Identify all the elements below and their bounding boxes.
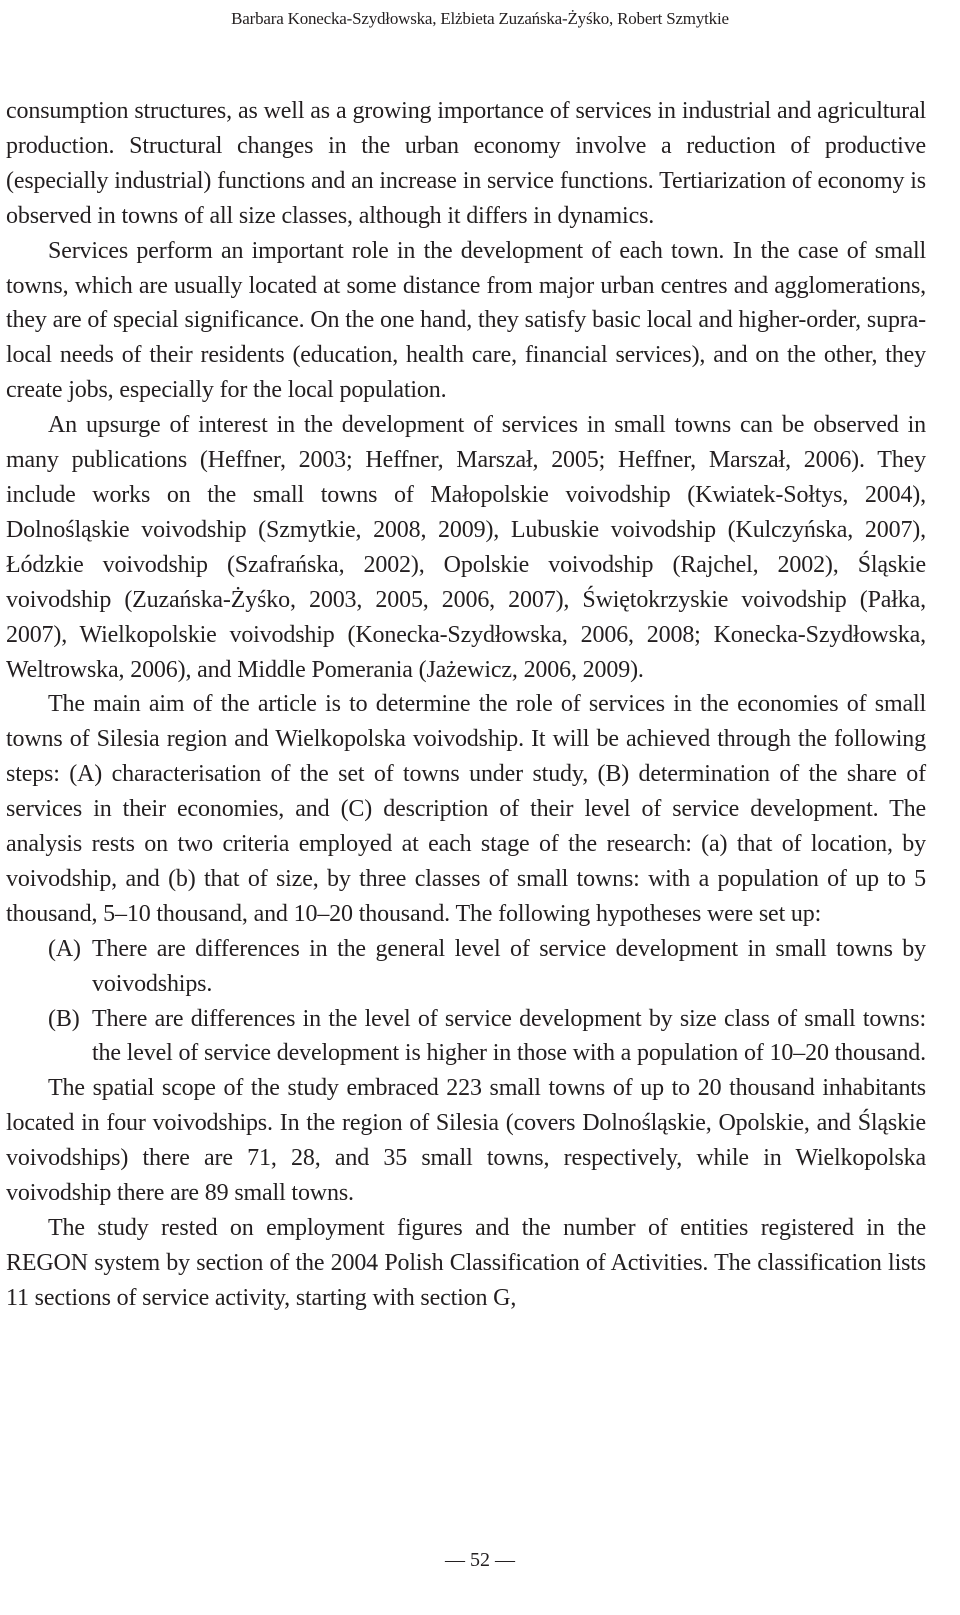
running-header: Barbara Konecka-Szydłowska, Elżbieta Zuzańska-Żyśko, Robert Szmytkie: [231, 9, 729, 28]
body-paragraph: Services perform an important role in the development of each town. In the case of small towns, which are usually located at some distance from major urban centres and agglomerations, they are of special significance. On the one hand, they satisfy basic local and higher-order, supra-local needs of their residents (education, health care, financial services), and on the other, they create jobs, especially for the local population.: [6, 237, 926, 404]
body-paragraph: The study rested on employment figures and the number of entities registered in the REGON system by section of the 2004 Polish Classification of Activities. The classification lists 11 sections of service activity, starting with section G,: [6, 1215, 926, 1311]
page-number: — 52 —: [445, 1549, 515, 1571]
body-paragraph: The spatial scope of the study embraced 223 small towns of up to 20 thousand inhabitants located in four voivodships. In the region of Silesia (covers Dolnośląskie, Opolskie, and Śląskie voivodships) there are 71, 28, and 35 small towns, respectively, while in Wielkopolska voivodship there are 89 small towns.: [6, 1075, 926, 1207]
hypothesis-item: [48, 1002, 926, 1072]
hypothesis-text: There are differences in the level of service development by size class of small towns: the level of service development is higher in those with a population of 10–20 thousand.: [92, 1005, 926, 1067]
body-paragraph: The main aim of the article is to determine the role of services in the economies of small towns of Silesia region and Wielkopolska voivodship. It will be achieved through the following steps: (A) characterisation of the set of towns under study, (B) determination of the share of services in their economies, and (C) description of their level of service development. The analysis rests on two criteria employed at each stage of the research: (a) that of location, by voivodship, and (b) that of size, by three classes of small towns: with a population of up to 5 thousand, 5–10 thousand, and 10–20 thousand. The following hypotheses were set up:: [6, 691, 926, 927]
hypothesis-marker: (B): [48, 1005, 80, 1032]
hypothesis-marker: (A): [48, 935, 81, 962]
body-paragraph: consumption structures, as well as a growing importance of services in industrial and agricultural production. Structural changes in the urban economy involve a reduction of productive (especially industrial) functions and an increase in service functions. Tertiarization of economy is observed in towns of all size classes, although it differs in dynamics.: [6, 98, 926, 229]
hypothesis-text: There are differences in the general level of service development in small towns by voivodships.: [92, 935, 926, 997]
hypothesis-item: [48, 932, 926, 1002]
article-body: [6, 94, 926, 1316]
body-paragraph: An upsurge of interest in the development of services in small towns can be observed in many publications (Heffner, 2003; Heffner, Marszał, 2005; Heffner, Marszał, 2006). They include works on the small towns of Małopolskie voivodship (Kwiatek-Sołtys, 2004), Dolnośląskie voivodship (Szmytkie, 2008, 2009), Lubuskie voivodship (Kulczyńska, 2007), Łódzkie voivodship (Szafrańska, 2002), Opolskie voivodship (Rajchel, 2002), Śląskie voivodship (Zuzańska-Żyśko, 2003, 2005, 2006, 2007), Świętokrzyskie voivodship (Pałka, 2007), Wielkopolskie voivodship (Konecka-Szydłowska, 2006, 2008; Konecka-Szydłowska, Weltrowska, 2006), and Middle Pomerania (Jażewicz, 2006, 2009).: [6, 412, 926, 683]
hypotheses-list: [6, 932, 926, 1072]
